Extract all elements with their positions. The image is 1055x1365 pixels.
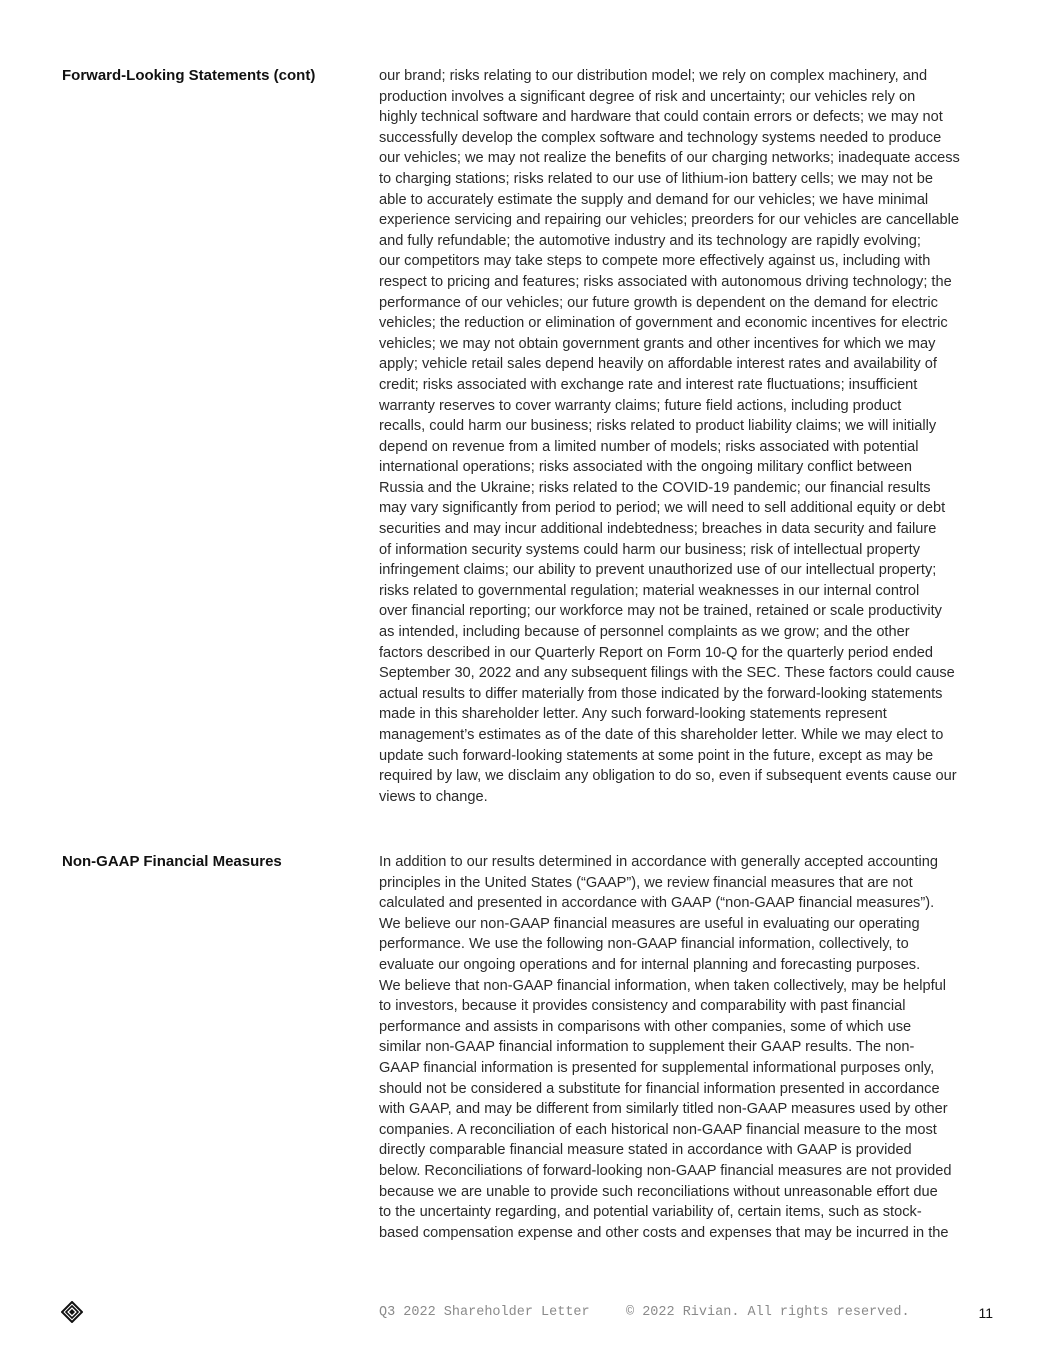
body-text-line: apply; vehicle retail sales depend heavily on affordable interest rates and availability of <box>379 356 937 373</box>
body-text-line: actual results to differ materially from those indicated by the forward-looking statements <box>379 685 943 702</box>
body-text-line: highly technical software and hardware that could contain errors or defects; we may not <box>379 109 943 126</box>
body-text-line: our brand; risks relating to our distribution model; we rely on complex machinery, and <box>379 68 928 84</box>
body-text-line: calculated and presented in accordance with GAAP (“non-GAAP financial measures”). <box>379 895 935 912</box>
body-text-line: production involves a significant degree of risk and uncertainty; our vehicles rely on <box>379 88 916 105</box>
body-text-line: performance of our vehicles; our future growth is dependent on the demand for electric <box>379 294 938 311</box>
body-text-line: companies. A reconciliation of each historical non-GAAP financial measure to the most <box>379 1121 937 1138</box>
body-text-line: vehicles; we may not obtain government grants and other incentives for which we may <box>379 335 936 352</box>
body-text-line: recalls, could harm our business; risks related to product liability claims; we will initially <box>379 418 937 435</box>
body-text-line: should not be considered a substitute for financial information presented in accordance <box>379 1080 940 1097</box>
section-body <box>379 66 995 807</box>
body-text-line: to the uncertainty regarding, and potential variability of, certain items, such as stock- <box>379 1204 922 1221</box>
body-text-line: respect to pricing and features; risks associated with autonomous driving technology; the <box>379 273 952 290</box>
body-text-line: performance and assists in comparisons with other companies, some of which use <box>379 1018 912 1035</box>
body-text-line: able to accurately estimate the supply and demand for our vehicles; we have minimal <box>379 191 929 208</box>
body-text-line: successfully develop the complex software and technology systems needed to produce <box>379 129 942 146</box>
page-number: 11 <box>978 1305 993 1321</box>
body-text-line: directly comparable financial measure stated in accordance with GAAP is provided <box>379 1142 912 1159</box>
body-text-line: views to change. <box>379 788 488 805</box>
body-text-line: We believe our non-GAAP financial measures are useful in evaluating our operating <box>379 915 920 932</box>
body-text-line: performance. We use the following non-GAAP financial information, collectively, to <box>379 936 909 953</box>
body-text-line: to investors, because it provides consistency and comparability with past financial <box>379 998 906 1015</box>
body-text-line: In addition to our results determined in accordance with generally accepted accounting <box>379 854 938 870</box>
body-text-line: Russia and the Ukraine; risks related to the COVID-19 pandemic; our financial results <box>379 479 931 496</box>
body-text-line: update such forward-looking statements at some point in the future, except as may be <box>379 747 934 764</box>
body-text-line: factors described in our Quarterly Report on Form 10-Q for the quarterly period ended <box>379 644 934 661</box>
body-text-line: September 30, 2022 and any subsequent filings with the SEC. These factors could cause <box>379 665 955 682</box>
body-text-line: may vary significantly from period to period; we will need to sell additional equity or debt <box>379 500 946 517</box>
body-text-line: our vehicles; we may not realize the benefits of our charging networks; inadequate access <box>379 150 960 167</box>
body-text-line: made in this shareholder letter. Any such forward-looking statements represent <box>379 706 887 723</box>
body-text-line: vehicles; the reduction or elimination of government and economic incentives for electric <box>379 315 948 332</box>
body-text-line: as intended, including because of personnel complaints as we grow; and the other <box>379 624 910 641</box>
rivian-compass-icon <box>61 1301 83 1323</box>
body-text-line: credit; risks associated with exchange rate and interest rate fluctuations; insufficient <box>379 376 918 393</box>
body-text-line: to charging stations; risks related to our use of lithium-ion battery cells; we may not be <box>379 170 934 187</box>
body-text-line: risks related to governmental regulation; material weaknesses in our internal control <box>379 582 920 599</box>
section-body <box>379 852 995 1243</box>
body-text-line: We believe that non-GAAP financial information, when taken collectively, may be helpful <box>379 977 947 994</box>
body-text-line: over financial reporting; our workforce may not be trained, retained or scale productivity <box>379 603 942 620</box>
body-text-line: with GAAP, and may be different from similarly titled non-GAAP measures used by other <box>379 1101 948 1118</box>
body-text-line: GAAP financial information is presented for supplemental informational purposes only, <box>379 1059 935 1076</box>
body-text-line: required by law, we disclaim any obligation to do so, even if subsequent events cause our <box>379 768 957 785</box>
body-text-line: management’s estimates as of the date of this shareholder letter. While we may elect to <box>379 727 944 743</box>
body-text-line: because we are unable to provide such reconciliations without unreasonable effort due <box>379 1183 938 1200</box>
body-text-line: similar non-GAAP financial information to supplement their GAAP results. The non- <box>379 1039 915 1056</box>
body-text-line: based compensation expense and other costs and expenses that may be incurred in the <box>379 1224 949 1241</box>
body-text-line: and fully refundable; the automotive industry and its technology are rapidly evolving; <box>379 232 921 249</box>
section-heading: Non-GAAP Financial Measures <box>62 853 282 870</box>
section-heading: Forward-Looking Statements (cont) <box>62 67 316 84</box>
body-text-line: securities and may incur additional indebtedness; breaches in data security and failure <box>379 521 937 538</box>
body-text-line: international operations; risks associated with the ongoing military conflict between <box>379 459 912 476</box>
body-text-line: warranty reserves to cover warranty claims; future field actions, including product <box>379 397 902 414</box>
body-text-line: infringement claims; our ability to prevent unauthorized use of our intellectual property; <box>379 562 937 579</box>
footer-letter-title: Q3 2022 Shareholder Letter <box>379 1305 590 1320</box>
body-text-line: depend on revenue from a limited number of models; risks associated with potential <box>379 438 919 455</box>
body-text-line: experience servicing and repairing our vehicles; preorders for our vehicles are cancellable <box>379 212 960 229</box>
body-text-line: of information security systems could harm our business; risk of intellectual property <box>379 541 921 558</box>
body-text-line: our competitors may take steps to compete more effectively against us, including with <box>379 253 931 270</box>
body-text-line: below. Reconciliations of forward-looking non-GAAP financial measures are not provided <box>379 1162 952 1179</box>
body-text-line: evaluate our ongoing operations and for internal planning and forecasting purposes. <box>379 956 921 973</box>
body-text-line: principles in the United States (“GAAP”), we review financial measures that are not <box>379 874 913 891</box>
footer-copyright: © 2022 Rivian. All rights reserved. <box>626 1305 910 1320</box>
